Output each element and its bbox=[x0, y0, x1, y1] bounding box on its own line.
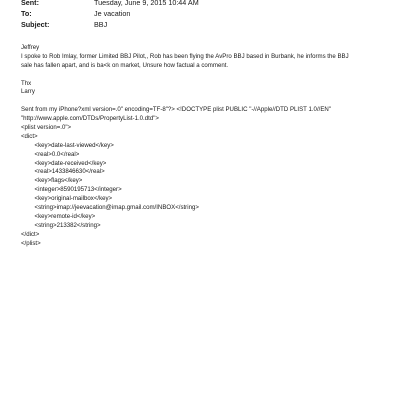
to-value: Je vacation bbox=[94, 9, 131, 18]
plist-line: <key>remote-id</key> bbox=[21, 212, 96, 220]
plist-line: <real>1433846630</real> bbox=[21, 168, 105, 176]
plist-line: <key>date-received</key> bbox=[21, 159, 107, 167]
plist-line: </dict> bbox=[21, 230, 40, 238]
subject-value: BBJ bbox=[94, 20, 108, 29]
plist-line: <key>flags</key> bbox=[21, 177, 83, 185]
plist-line: "http://www.apple.com/DTDs/PropertyList-1.0.dtd"> bbox=[21, 115, 159, 123]
email-header bbox=[21, 0, 391, 30]
subject-row bbox=[21, 19, 391, 30]
plist-line: <dict> bbox=[21, 132, 38, 140]
sent-row bbox=[21, 0, 391, 8]
sent-label: Sent: bbox=[21, 0, 39, 7]
sent-value: Tuesday, June 9, 2015 10:44 AM bbox=[94, 0, 199, 7]
plist-line: <plist version=.0"> bbox=[21, 124, 72, 132]
to-row bbox=[21, 8, 391, 19]
plist-line: <key>date-last-viewed</key> bbox=[21, 141, 114, 149]
body-line: sale has fallen apart, and is ba<k on market, Unsure how factual a comment. bbox=[21, 61, 229, 69]
greeting: Jeffrey bbox=[21, 44, 40, 51]
body-line: I spoke to Rob Imlay, former Limited BBJ Pilot,, Rob has been flying the AvPro BBJ based in Burbank, he informs the BBJ bbox=[21, 52, 349, 60]
plist-line: <real>0.0</real> bbox=[21, 150, 80, 158]
subject-label: Subject: bbox=[21, 20, 50, 29]
plist-line: <string>213382</string> bbox=[21, 221, 101, 229]
plist-line: <key>original-mailbox</key> bbox=[21, 195, 113, 203]
email-body bbox=[21, 44, 391, 248]
signoff-line: Thx bbox=[21, 79, 32, 87]
to-label: To: bbox=[21, 9, 32, 18]
plist-line: <string>imap://jeevacation@imap.gmail.com/INBOX</string> bbox=[21, 204, 199, 212]
signoff-line: Larry bbox=[21, 88, 35, 96]
plist-line: <integer>8590195713</integer> bbox=[21, 186, 122, 194]
plist-line: Sent from my iPhone?xml version=.0" encoding=TF-8"?> <!DOCTYPE plist PUBLIC "-//Apple//DTD PLIST 1.0//EN" bbox=[21, 106, 331, 114]
plist-line: </plist> bbox=[21, 239, 41, 247]
